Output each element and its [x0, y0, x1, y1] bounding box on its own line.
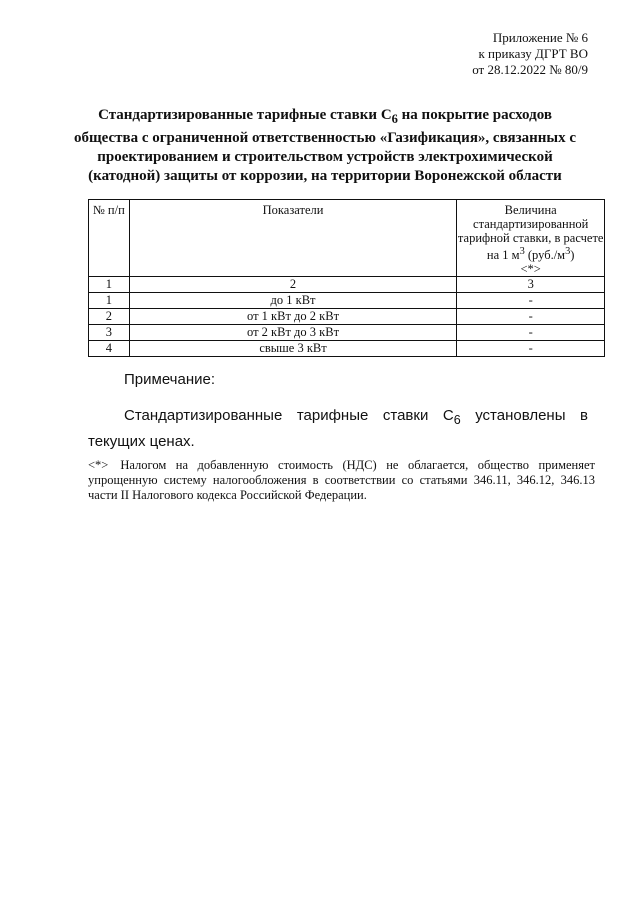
- table-header-row: [89, 200, 605, 277]
- table-row: [89, 341, 605, 357]
- row-num: 1: [89, 293, 130, 309]
- row-num: 4: [89, 341, 130, 357]
- title-part-1: Стандартизированные тарифные ставки С: [98, 107, 392, 123]
- title-subscript: 6: [391, 112, 398, 126]
- note-text: Стандартизированные тарифные ставки $С_6$ установлены в текущих ценах.: [88, 407, 589, 450]
- column-number: 2: [129, 277, 457, 293]
- row-indicator: от 1 кВт до 2 кВт: [129, 309, 457, 325]
- note-label: Примечание:: [124, 371, 215, 388]
- column-number: 1: [89, 277, 130, 293]
- column-number-row: [89, 277, 605, 293]
- appendix-header: [472, 30, 588, 78]
- header-value: Величина стандартизированной тарифной ставки, в расчете на 1 $м^3$ $(руб./м^3)$ <*>: [457, 200, 605, 277]
- row-num: 3: [89, 325, 130, 341]
- table-row: [89, 293, 605, 309]
- table-row: [89, 325, 605, 341]
- row-value: -: [457, 309, 605, 325]
- order-date: от 28.12.2022 № 80/9: [472, 62, 588, 77]
- appendix-number: Приложение № 6: [492, 30, 588, 45]
- table-row: [89, 309, 605, 325]
- order-reference: к приказу ДГРТ ВО: [478, 46, 588, 61]
- header-num: № п/п: [89, 200, 130, 277]
- row-value: -: [457, 293, 605, 309]
- row-value: -: [457, 341, 605, 357]
- row-num: 2: [89, 309, 130, 325]
- footnote-mark: <*>: [88, 458, 109, 472]
- note-subscript: 6: [453, 413, 461, 427]
- row-indicator: от 2 кВт до 3 кВт: [129, 325, 457, 341]
- title-part-2: на покрытие расходов общества с ограниченной ответственностью «Газификация», связанных с проектированием и строительством устройств электрохимической (катодной) защиты от коррозии, на территории Воронежской области: [73, 107, 577, 184]
- footnote-text: Налогом на добавленную стоимость (НДС) не облагается, общество применяет упрощенную систему налогообложения в соответствии со статьями 346.11, 346.12, 346.13 части II Налогового кодекса Российской Федерации.: [88, 458, 595, 502]
- document-title: [70, 106, 580, 186]
- column-number: 3: [457, 277, 605, 293]
- header-indicator: Показатели: [129, 200, 457, 277]
- row-value: -: [457, 325, 605, 341]
- row-indicator: свыше 3 кВт: [129, 341, 457, 357]
- row-indicator: до 1 кВт: [129, 293, 457, 309]
- vat-footnote: [88, 458, 595, 503]
- tariff-table: [88, 199, 605, 357]
